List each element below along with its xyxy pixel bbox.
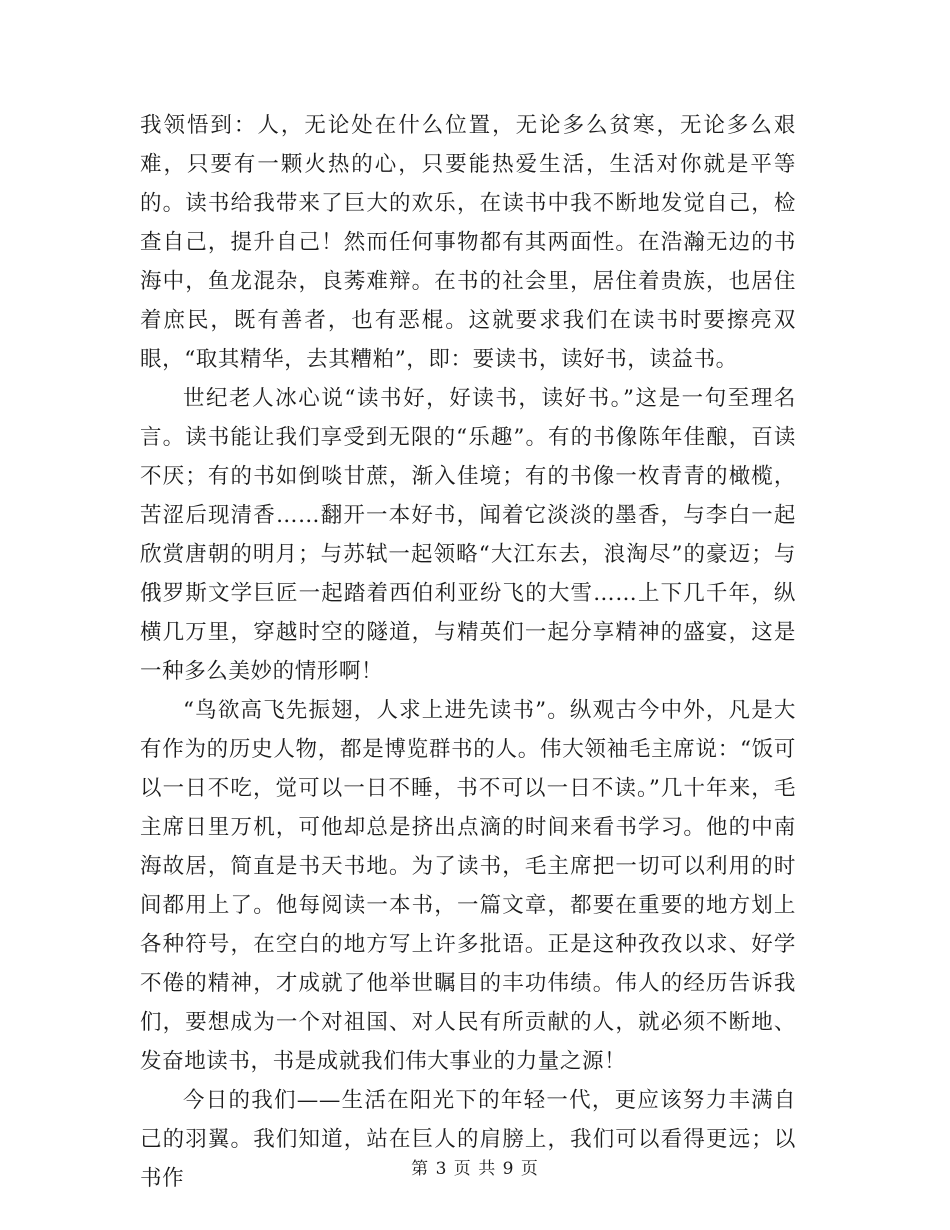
body-text [140, 106, 796, 1198]
page-number-footer: 第 3 页 共 9 页 [411, 1159, 539, 1179]
paragraph-4: 今日的我们——生活在阳光下的年轻一代，更应该努力丰满自己的羽翼。我们知道，站在巨人的肩膀上，我们可以看得更远；以书作 [140, 1088, 796, 1191]
paragraph-2: 世纪老人冰心说“读书好，好读书，读好书。”这是一句至理名言。读书能让我们享受到无限的“乐趣”。有的书像陈年佳酿，百读不厌；有的书如倒啖甘蔗，渐入佳境；有的书像一枚青青的橄榄，苦涩后现清香……翻开一本好书，闻着它淡淡的墨香，与李白一起欣赏唐朝的明月；与苏轼一起领略“大江东去，浪淘尽”的豪迈；与俄罗斯文学巨匠一起踏着西伯利亚纷飞的大雪……上下几千年，纵横几万里，穿越时空的隧道，与精英们一起分享精神的盛宴，这是一种多么美妙的情形啊！ [140, 386, 796, 684]
paragraph-3: “鸟欲高飞先振翅，人求上进先读书”。纵观古今中外，凡是大有作为的历史人物，都是博览群书的人。伟大领袖毛主席说：“饭可以一日不吃，觉可以一日不睡，书不可以一日不读。”几十年来，毛主席日里万机，可他却总是挤出点滴的时间来看书学习。他的中南海故居，简直是书天书地。为了读书，毛主席把一切可以利用的时间都用上了。他每阅读一本书，一篇文章，都要在重要的地方划上各种符号，在空白的地方写上许多批语。正是这种孜孜以求、好学不倦的精神，才成就了他举世瞩目的丰功伟绩。伟人的经历告诉我们，要想成为一个对祖国、对人民有所贡献的人，就必须不断地、发奋地读书，书是成就我们伟大事业的力量之源！ [140, 698, 796, 1074]
paragraph-1: 我领悟到：人，无论处在什么位置，无论多么贫寒，无论多么艰难，只要有一颗火热的心，只要能热爱生活，生活对你就是平等的。读书给我带来了巨大的欢乐，在读书中我不断地发觉自己，检查自己，提升自己！然而任何事物都有其两面性。在浩瀚无边的书海中，鱼龙混杂，良莠难辩。在书的社会里，居住着贵族，也居住着庶民，既有善者，也有恶棍。这就要求我们在读书时要擦亮双眼，“取其精华，去其糟粕”，即：要读书，读好书，读益书。 [140, 113, 796, 372]
